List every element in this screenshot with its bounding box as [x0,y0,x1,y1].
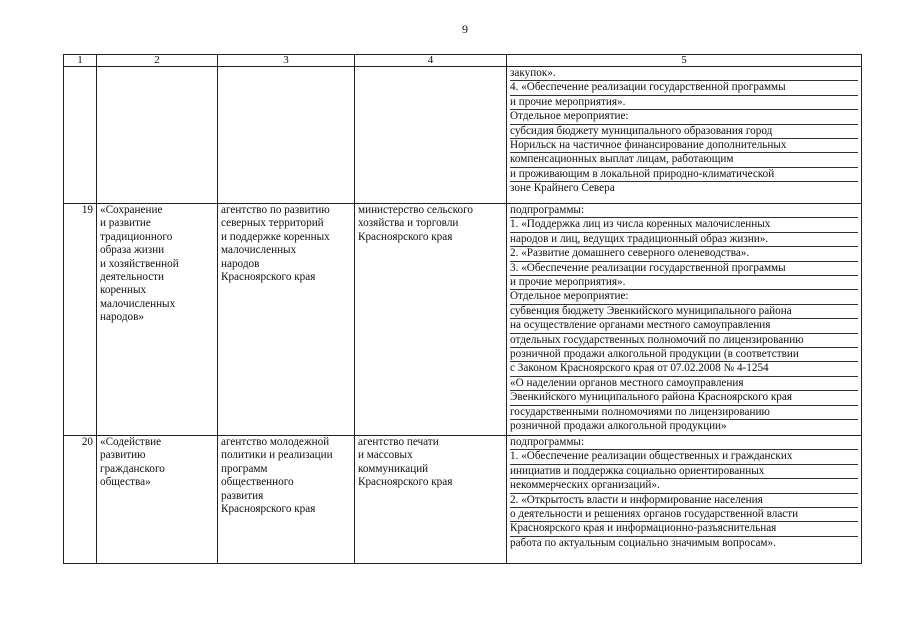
row-number: 20 [64,436,97,564]
detail-line: Отдельное мероприятие: [510,110,858,124]
detail-line: субвенция бюджету Эвенкийского муниципального района [510,305,858,319]
detail-line: 2. «Развитие домашнего северного оленеводства». [510,247,858,261]
co-executor: министерство сельского хозяйства и торговли Красноярского края [355,204,507,436]
program-details [507,436,862,564]
responsible-executor: агентство по развитию северных территорий и поддержке коренных малочисленных народов Красноярского края [218,204,355,436]
detail-line: Отдельное мероприятие: [510,290,858,304]
detail-line: 2. «Открытость власти и информирование населения [510,494,858,508]
row-number: 19 [64,204,97,436]
table-row [64,204,862,436]
detail-line: и прочие мероприятия». [510,96,858,110]
programs-table [63,54,862,564]
detail-line: 1. «Поддержка лиц из числа коренных малочисленных [510,218,858,232]
detail-line: Красноярского края и информационно-разъяснительная [510,522,858,536]
program-name: «Сохранение и развитие традиционного образа жизни и хозяйственной деятельности коренных малочисленных народов» [97,204,218,436]
detail-line: о деятельности и решениях органов государственной власти [510,508,858,522]
detail-line: 3. «Обеспечение реализации государственной программы [510,262,858,276]
program-name [97,67,218,204]
responsible-executor [218,67,355,204]
detail-line: подпрограммы: [510,436,858,450]
program-name: «Содействие развитию гражданского общества» [97,436,218,564]
detail-line: Норильск на частичное финансирование дополнительных [510,139,858,153]
detail-line: компенсационных выплат лицам, работающим [510,153,858,167]
detail-line: 1. «Обеспечение реализации общественных и гражданских [510,450,858,464]
detail-line: закупок». [510,67,858,81]
detail-line: с Законом Красноярского края от 07.02.2008 № 4-1254 [510,362,858,376]
row-number [64,67,97,204]
detail-line: народов и лиц, ведущих традиционный образ жизни». [510,233,858,247]
table-row [64,67,862,204]
detail-line: «О наделении органов местного самоуправления [510,377,858,391]
column-header-4: 4 [355,55,507,67]
responsible-executor: агентство молодежной политики и реализации программ общественного развития Красноярского края [218,436,355,564]
detail-line: работа по актуальным социально значимым вопросам». [510,536,776,549]
detail-line: субсидия бюджету муниципального образования город [510,125,858,139]
detail-line: Эвенкийского муниципального района Красноярского края [510,391,858,405]
detail-line: инициатив и поддержка социально ориентированных [510,465,858,479]
column-header-2: 2 [97,55,218,67]
table-row [64,436,862,564]
program-details [507,204,862,436]
detail-line: розничной продажи алкогольной продукции» [510,420,727,433]
detail-line: отдельных государственных полномочий по лицензированию [510,334,858,348]
detail-line: некоммерческих организаций». [510,479,858,493]
column-header-3: 3 [218,55,355,67]
co-executor [355,67,507,204]
page-number: 9 [462,22,468,36]
column-header-5: 5 [507,55,862,67]
program-details [507,67,862,204]
detail-line: зоне Крайнего Севера [510,182,615,195]
detail-line: на осуществление органами местного самоуправления [510,319,858,333]
detail-line: подпрограммы: [510,204,858,218]
detail-line: и проживающим в локальной природно-климатической [510,168,858,182]
detail-line: 4. «Обеспечение реализации государственной программы [510,81,858,95]
detail-line: и прочие мероприятия». [510,276,858,290]
column-header-1: 1 [64,55,97,67]
co-executor: агентство печати и массовых коммуникаций Красноярского края [355,436,507,564]
detail-line: розничной продажи алкогольной продукции (в соответствии [510,348,858,362]
detail-line: государственными полномочиями по лицензированию [510,406,858,420]
table-header-row [64,55,862,67]
